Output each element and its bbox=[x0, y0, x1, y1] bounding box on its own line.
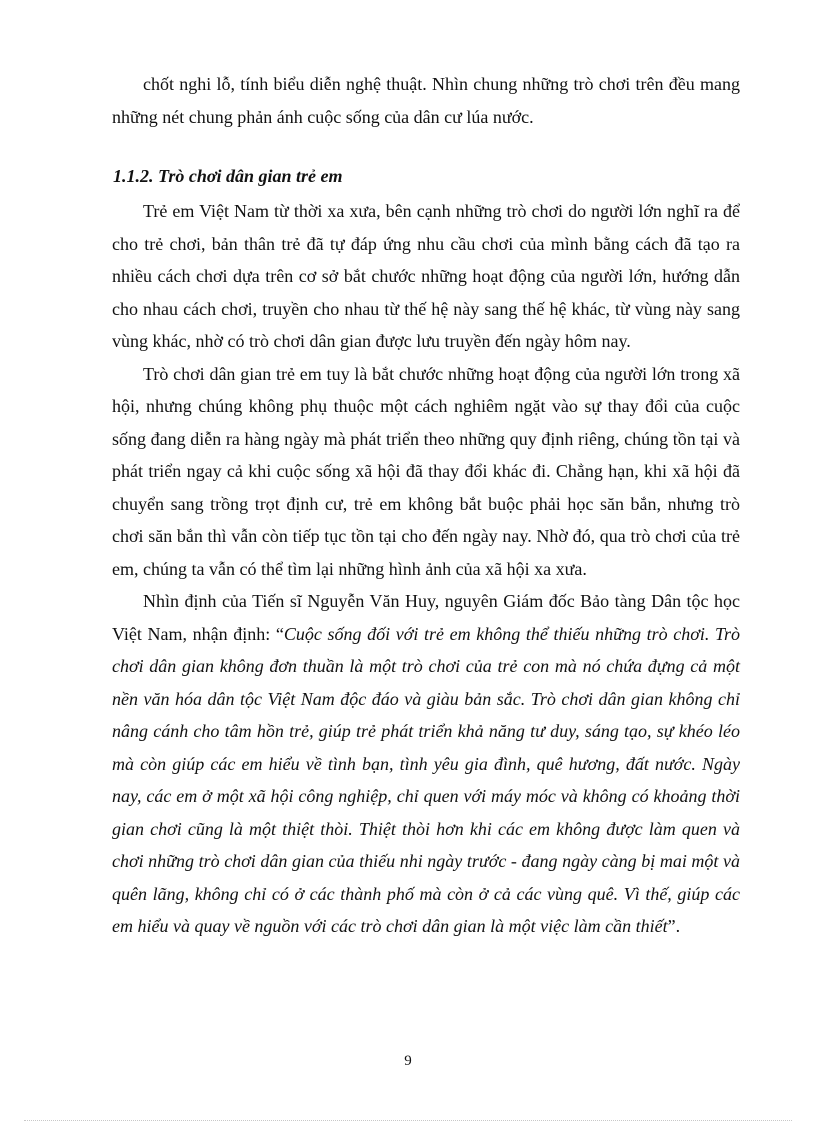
intro-section bbox=[112, 68, 740, 133]
quote-tail: ”. bbox=[667, 916, 681, 936]
intro-paragraph: chốt nghi lỗ, tính biểu diễn nghệ thuật. Nhìn chung những trò chơi trên đều mang những nét chung phản ánh cuộc sống của dân cư lúa nước. bbox=[112, 74, 740, 127]
section-heading: 1.1.2. Trò chơi dân gian trẻ em bbox=[113, 166, 343, 186]
body-paragraph-2: Trò chơi dân gian trẻ em tuy là bắt chước những hoạt động của người lớn trong xã hội, nhưng chúng không phụ thuộc một cách nghiêm ngặt vào sự thay đổi của cuộc sống đang diễn ra hàng ngày mà phát triển theo những quy định riêng, chúng tồn tại và phát triển ngay cả khi cuộc sống xã hội đã thay đổi khác đi. Chẳng hạn, khi xã hội đã chuyển sang trồng trọt định cư, trẻ em không bắt buộc phải học săn bắn, nhưng trò chơi săn bắn thì vẫn còn tiếp tục tồn tại cho đến ngày nay. Nhờ đó, qua trò chơi của trẻ em, chúng ta vẫn có thể tìm lại những hình ảnh của xã hội xa xưa. bbox=[112, 363, 740, 579]
quote-paragraph bbox=[112, 585, 740, 943]
quote-lead: Nhìn định của Tiến sĩ Nguyễn Văn Huy, nguyên Giám đốc Bảo tàng Dân tộc học Việt Nam, nhận định: “ bbox=[112, 591, 740, 644]
section-body bbox=[112, 195, 740, 943]
quote-text: Cuộc sống đối với trẻ em không thể thiếu những trò chơi. Trò chơi dân gian không đơn thuần là một trò chơi của trẻ con mà nó chứa đựng cả một nền văn hóa dân tộc Việt Nam độc đáo và giàu bản sắc. Trò chơi dân gian không chỉ nâng cánh cho tâm hồn trẻ, giúp trẻ phát triển khả năng tư duy, sáng tạo, sự khéo léo mà còn giúp các em hiểu về tình bạn, tình yêu gia đình, quê hương, đất nước. Ngày nay, các em ở một xã hội công nghiệp, chỉ quen với máy móc và không có khoảng thời gian chơi cũng là một thiệt thòi. Thiệt thòi hơn khi các em không được làm quen và chơi những trò chơi dân gian của thiếu nhi ngày trước - đang ngày càng bị mai một và quên lãng, không chỉ có ở các thành phố mà còn ở cả các vùng quê. Vì thế, giúp các em hiểu và quay về nguồn với các trò chơi dân gian là một việc làm cần thiết bbox=[112, 623, 740, 936]
body-paragraph-1: Trẻ em Việt Nam từ thời xa xưa, bên cạnh những trò chơi do người lớn nghĩ ra để cho trẻ chơi, bản thân trẻ đã tự đáp ứng nhu cầu chơi của mình bằng cách đã tạo ra nhiều cách chơi dựa trên cơ sở bắt chước những hoạt động của người lớn, hướng dẫn cho nhau cách chơi, truyền cho nhau từ thế hệ này sang thế hệ khác, từ vùng này sang vùng khác, nhờ có trò chơi dân gian được lưu truyền đến ngày hôm nay. bbox=[112, 201, 740, 351]
page-bottom-divider bbox=[24, 1120, 792, 1121]
page-number: 9 bbox=[404, 1053, 412, 1069]
